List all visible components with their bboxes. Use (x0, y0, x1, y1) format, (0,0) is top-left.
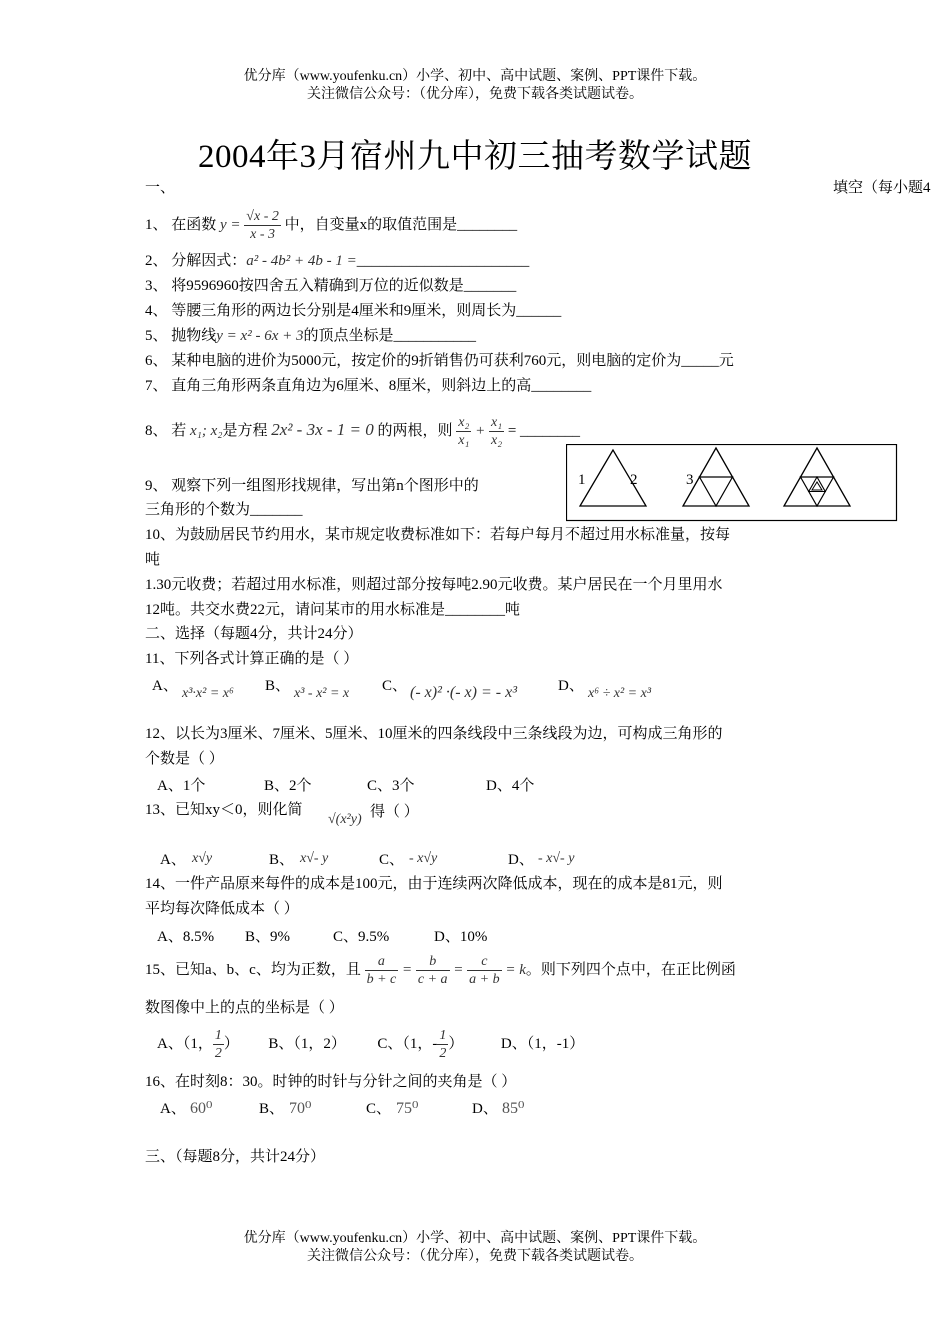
q8-f1-num: x₂ (458, 415, 470, 431)
q15-k: = k (505, 962, 526, 978)
q14-opt-b: B、9% (245, 929, 291, 945)
question-9-line-2: 三角形的个数为_______ (145, 502, 303, 518)
q15-f2-num: b (416, 953, 450, 971)
question-12-line-1: 12、以长为3厘米、7厘米、5厘米、10厘米的四条线段中三条线段为边，可构成三角形的 (145, 726, 723, 742)
q11-opt-a-expr: x³·x² = x⁶ (182, 686, 234, 701)
question-5 (145, 326, 476, 346)
q2-expression: a² - 4b² + 4b - 1 = (246, 253, 357, 269)
q16-opt-c-label: C、 (366, 1101, 392, 1117)
q2-prefix: 2、 分解因式： (145, 253, 247, 269)
q16-opt-d-value: 85⁰ (502, 1100, 525, 1117)
q14-opt-c: C、9.5% (333, 929, 390, 945)
question-10-line-1: 10、为鼓励居民节约用水，某市规定收费标准如下：若每户每月不超过用水标准量，按每 (145, 527, 731, 543)
q1-prefix: 1、 在函数 (145, 217, 217, 233)
q13-opt-b-label: B、 (269, 852, 295, 868)
q15-fraction-1 (365, 953, 399, 988)
q13-suffix: 得（ ） (370, 804, 419, 820)
q12-opt-b: B、2个 (264, 778, 312, 794)
q1-denominator: x - 3 (250, 227, 276, 243)
q16-opt-b-label: B、 (259, 1101, 285, 1117)
question-10-line-4: 12吨。共交水费22元，请问某市的用水标准是________吨 (145, 602, 521, 618)
question-10-line-3: 1.30元收费；若超过用水标准，则超过部分按每吨2.90元收费。某户居民在一个月里用水 (145, 577, 723, 593)
q12-opt-c: C、3个 (367, 778, 415, 794)
q15-opt-c-half (437, 1027, 448, 1062)
q16-opt-c-value: 75⁰ (396, 1100, 419, 1117)
q8-f2-den: x₂ (491, 433, 503, 449)
q8-f1-den: x₁ (458, 433, 470, 449)
question-1 (145, 205, 517, 245)
q15-prefix: 15、已知a、b、c、均为正数，且 (145, 962, 361, 978)
q1-suffix: 中，自变量x的取值范围是________ (284, 217, 518, 233)
q15-options (157, 1024, 584, 1064)
q8-prefix: 8、 若 (145, 423, 187, 439)
q15-f3-den: a + b (469, 972, 500, 988)
q11-opt-c-label: C、 (382, 678, 408, 694)
q15-opt-b: B、（1，2） (268, 1036, 346, 1052)
figure-label-2: 2 (630, 472, 638, 488)
q15-opt-a-half-den: 2 (214, 1046, 222, 1062)
question-4: 4、 等腰三角形的两边长分别是4厘米和9厘米，则周长为______ (145, 303, 562, 319)
q11-opt-b-label: B、 (265, 678, 291, 694)
page-title: 2004年3月宿州九中初三抽考数学试题 (198, 139, 752, 175)
q15-f1-den: b + c (366, 972, 397, 988)
q15-f2-den: c + a (417, 972, 448, 988)
question-15 (145, 950, 736, 990)
q13-opt-a-expr: x√y (192, 851, 213, 866)
q15-opt-a-half (213, 1027, 224, 1062)
footer-line-1: 优分库（www.youfenku.cn）小学、初中、高中试题、案例、PPT课件下载。 (243, 1231, 707, 1246)
q13-opt-c-label: C、 (379, 852, 405, 868)
q15-opt-d: D、（1，-1） (500, 1036, 585, 1052)
q15-eq-2: = (453, 962, 464, 978)
question-14-line-1: 14、一件产品原来每件的成本是100元，由于连续两次降低成本，现在的成本是81元，则 (145, 876, 723, 892)
q12-opt-d: D、4个 (486, 778, 535, 794)
q11-opt-d-label: D、 (558, 678, 584, 694)
q15-opt-a-close: ） (223, 1036, 239, 1052)
question-2 (145, 251, 529, 271)
question-11-stem: 11、下列各式计算正确的是（ ） (145, 651, 359, 667)
figure-label-1: 1 (578, 472, 586, 488)
q15-opt-c-half-den: 2 (439, 1046, 447, 1062)
q16-opt-a-label: A、 (160, 1101, 186, 1117)
question-15-line-2: 数图像中上的点的坐标是（ ） (145, 1000, 344, 1016)
q16-opt-a-value: 60⁰ (190, 1100, 213, 1117)
q13-expression: √(x²y) (328, 812, 362, 827)
q15-fraction-2 (416, 953, 450, 988)
question-3: 3、 将9596960按四舍五入精确到万位的近似数是_______ (145, 278, 517, 294)
q11-opt-a-label: A、 (152, 678, 178, 694)
q12-opt-a: A、1个 (157, 778, 206, 794)
footer-line-2: 关注微信公众号：（优分库），免费下载各类试题试卷。 (307, 1249, 643, 1264)
q15-fraction-3 (467, 953, 501, 988)
q15-f3-num: c (467, 953, 501, 971)
q1-fraction (244, 208, 281, 243)
q8-f2-num: x₁ (491, 415, 503, 431)
triangle-pattern-figure (566, 444, 898, 522)
q1-y: y = (220, 217, 241, 233)
q16-opt-d-label: D、 (472, 1101, 498, 1117)
q5-expression: y = x² - 6x + 3 (216, 328, 304, 344)
question-13 (145, 800, 303, 820)
q15-suffix: 。则下列四个点中，在正比例函 (525, 962, 736, 978)
q8-fraction-2 (489, 414, 504, 449)
q11-opt-d-expr: x⁶ ÷ x² = x³ (588, 686, 652, 701)
question-10-line-2: 吨 (145, 552, 161, 568)
q5-prefix: 5、 抛物线 (145, 328, 217, 344)
section-1-number: 一、 (145, 180, 176, 196)
q11-opt-c-expr: (- x)² ·(- x) = - x³ (410, 684, 517, 701)
q8-tail: = ________ (507, 423, 581, 439)
q13-opt-c-expr: - x√y (409, 851, 438, 866)
q8-roots: x₁; x₂ (190, 423, 223, 439)
q14-opt-d: D、10% (434, 929, 488, 945)
q15-opt-c-half-num: 1 (439, 1028, 447, 1044)
q15-opt-a: A、（1， (157, 1036, 213, 1052)
question-12-line-2: 个数是（ ） (145, 751, 224, 767)
q13-opt-b-expr: x√- y (300, 851, 329, 866)
section-2-heading: 二、选择（每题4分，共计24分） (145, 626, 363, 642)
q1-numerator: √x - 2 (246, 209, 279, 225)
section-3-heading: 三、（每题8分，共计24分） (145, 1149, 326, 1165)
q8-middle-2: 的两根，则 (377, 423, 453, 439)
q13-opt-d-expr: - x√- y (538, 851, 575, 866)
q15-f1-num: a (365, 953, 399, 971)
q13-opt-a-label: A、 (160, 852, 186, 868)
q13-opt-d-label: D、 (508, 852, 534, 868)
q11-opt-b-expr: x³ - x² = x (294, 686, 350, 701)
q5-suffix: 的顶点坐标是___________ (303, 328, 476, 344)
q15-opt-c-close: ） (448, 1036, 464, 1052)
question-9-line-1: 9、 观察下列一组图形找规律，写出第n个图形中的 (145, 478, 479, 494)
header-line-1: 优分库（www.youfenku.cn）小学、初中、高中试题、案例、PPT课件下载。 (243, 69, 707, 84)
question-14-line-2: 平均每次降低成本（ ） (145, 901, 299, 917)
q8-equation: 2x² - 3x - 1 = 0 (271, 420, 374, 439)
q2-blank: _______________________ (356, 253, 530, 269)
q15-opt-a-half-num: 1 (214, 1028, 222, 1044)
header-line-2: 关注微信公众号：（优分库），免费下载各类试题试卷。 (307, 87, 643, 102)
q14-opt-a: A、8.5% (157, 929, 215, 945)
q8-middle: 是方程 (222, 423, 268, 439)
q15-opt-c: C、（1，- (377, 1036, 438, 1052)
q16-opt-b-value: 70⁰ (289, 1100, 312, 1117)
question-6: 6、 某种电脑的进价为5000元，按定价的9折销售仍可获利760元，则电脑的定价为_____元 (145, 353, 734, 369)
q13-prefix: 13、已知xy＜0，则化简 (145, 802, 303, 818)
q15-eq-1: = (402, 962, 413, 978)
figure-label-3: 3 (686, 472, 694, 488)
question-16-stem: 16、在时刻8：30。时钟的时针与分针之间的夹角是（ ） (145, 1074, 517, 1090)
q8-fraction-1 (456, 414, 471, 449)
question-7: 7、 直角三角形两条直角边为6厘米、8厘米，则斜边上的高________ (145, 378, 592, 394)
question-8 (145, 412, 580, 449)
q8-plus: + (475, 423, 486, 439)
section-1-label: 填空（每小题4 (833, 180, 931, 196)
